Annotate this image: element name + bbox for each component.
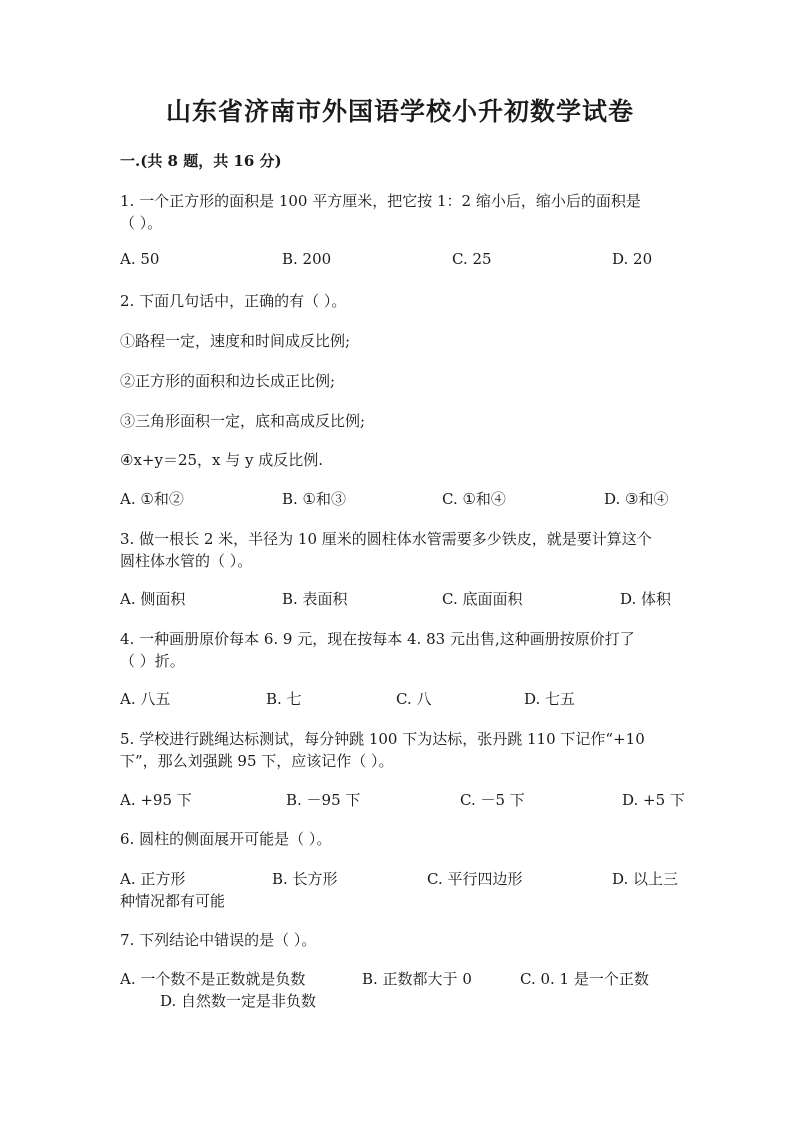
question-6-stem: 6. 圆柱的侧面展开可能是（ ）。 xyxy=(120,830,332,848)
question-2-stem: 2. 下面几句话中，正确的有（ ）。 xyxy=(120,292,347,310)
q7-option-d: D. 自然数一定是非负数 xyxy=(160,992,317,1010)
question-1-line-2: （ ）。 xyxy=(120,214,163,232)
question-4-line-2: （ ）折。 xyxy=(120,652,185,670)
question-7-stem: 7. 下列结论中错误的是（ ）。 xyxy=(120,931,317,949)
question-3-line-2: 圆柱体水管的（ ）。 xyxy=(120,552,253,570)
q1-option-c: C. 25 xyxy=(452,250,492,268)
q1-option-a: A. 50 xyxy=(120,250,160,268)
question-5-line-2: 下”，那么刘强跳 95 下，应该记作（ ）。 xyxy=(120,752,394,770)
q5-option-c: C. －5 下 xyxy=(460,791,525,809)
q4-option-d: D. 七五 xyxy=(524,690,576,708)
question-1-line-1: 1. 一个正方形的面积是 100 平方厘米，把它按 1：2 缩小后，缩小后的面积是 xyxy=(120,192,641,210)
q2-option-c: C. ①和④ xyxy=(442,490,506,508)
q7-option-a: A. 一个数不是正数就是负数 xyxy=(120,970,306,988)
q5-option-d: D. +5 下 xyxy=(622,791,685,809)
q7-option-c: C. 0. 1 是一个正数 xyxy=(520,970,649,988)
q2-statement-3: ③三角形面积一定，底和高成反比例; xyxy=(120,412,366,430)
q2-option-d: D. ③和④ xyxy=(604,490,669,508)
q6-option-c: C. 平行四边形 xyxy=(427,870,523,888)
question-5-line-1: 5. 学校进行跳绳达标测试，每分钟跳 100 下为达标，张丹跳 110 下记作“+10 xyxy=(120,730,645,748)
q2-option-b: B. ①和③ xyxy=(282,490,347,508)
q4-option-b: B. 七 xyxy=(266,690,302,708)
q2-statement-4: ④x+y＝25，x 与 y 成反比例. xyxy=(120,451,324,469)
question-4-line-1: 4. 一种画册原价每本 6. 9 元，现在按每本 4. 83 元出售,这种画册按原价打了 xyxy=(120,630,635,648)
q3-option-a: A. 侧面积 xyxy=(120,590,186,608)
q6-option-a: A. 正方形 xyxy=(120,870,186,888)
q6-option-d-continued: 种情况都有可能 xyxy=(120,892,226,910)
q1-option-d: D. 20 xyxy=(612,250,653,268)
q3-option-c: C. 底面面积 xyxy=(442,590,523,608)
q6-option-d: D. 以上三 xyxy=(612,870,679,888)
q2-option-a: A. ①和② xyxy=(120,490,184,508)
q6-option-b: B. 长方形 xyxy=(272,870,338,888)
q4-option-a: A. 八五 xyxy=(120,690,171,708)
question-3-line-1: 3. 做一根长 2 米，半径为 10 厘米的圆柱体水管需要多少铁皮，就是要计算这个 xyxy=(120,530,652,548)
q1-option-b: B. 200 xyxy=(282,250,332,268)
q5-option-a: A. +95 下 xyxy=(120,791,192,809)
page-title: 山东省济南市外国语学校小升初数学试卷 xyxy=(165,97,634,126)
q5-option-b: B. －95 下 xyxy=(286,791,361,809)
q3-option-b: B. 表面积 xyxy=(282,590,348,608)
q2-statement-2: ②正方形的面积和边长成正比例; xyxy=(120,372,336,390)
section-heading: 一.(共 8 题，共 16 分) xyxy=(120,152,282,170)
q2-statement-1: ①路程一定，速度和时间成反比例; xyxy=(120,332,351,350)
q4-option-c: C. 八 xyxy=(396,690,432,708)
q7-option-b: B. 正数都大于 0 xyxy=(362,970,472,988)
q3-option-d: D. 体积 xyxy=(620,590,672,608)
